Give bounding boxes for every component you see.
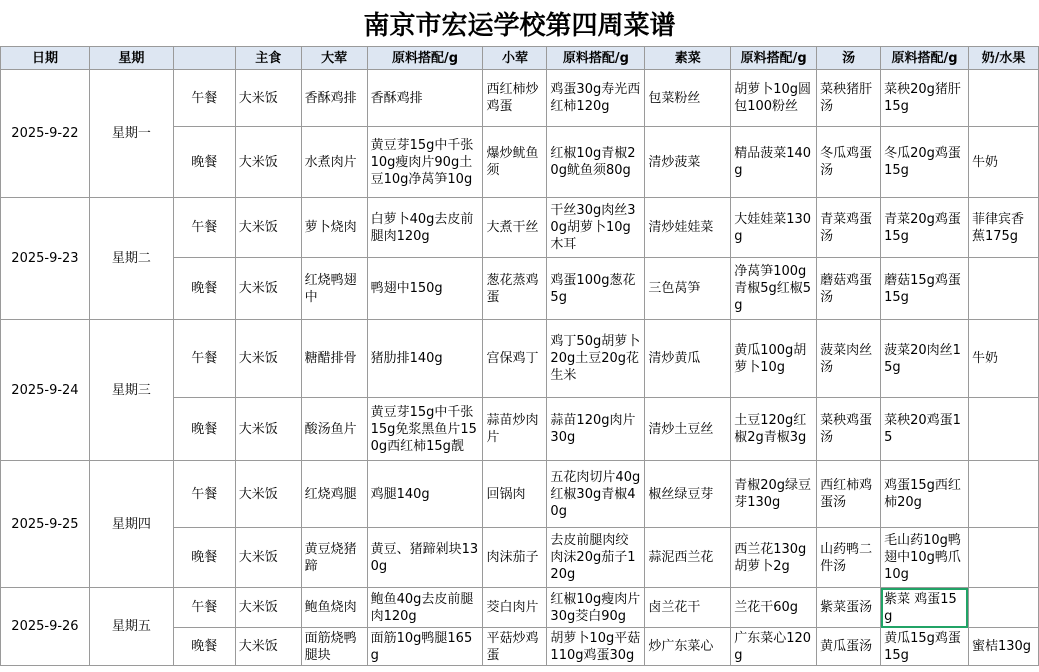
staple-cell[interactable]: 大米饭: [235, 127, 301, 198]
header-vegetable-ingredients[interactable]: 原料搭配/g: [731, 47, 817, 70]
header-milk-fruit[interactable]: 奶/水果: [968, 47, 1038, 70]
main-dish-cell[interactable]: 鲍鱼烧肉: [301, 588, 367, 628]
main-ingredients-cell[interactable]: 白萝卜40g去皮前腿肉120g: [367, 198, 483, 258]
main-ingredients-cell[interactable]: 黄豆、猪蹄剁块130g: [367, 528, 483, 588]
date-cell[interactable]: 2025-9-26: [1, 588, 90, 666]
vegetable-ingredients-cell[interactable]: 广东菜心120g: [731, 628, 817, 666]
small-dish-cell[interactable]: 大煮干丝: [483, 198, 547, 258]
header-main-dish[interactable]: 大荤: [301, 47, 367, 70]
meal-cell[interactable]: 晚餐: [173, 528, 235, 588]
vegetable-ingredients-cell[interactable]: 大娃娃菜130g: [731, 198, 817, 258]
milk-fruit-cell[interactable]: 牛奶: [968, 320, 1038, 398]
staple-cell[interactable]: 大米饭: [235, 258, 301, 320]
soup-cell[interactable]: 西红柿鸡蛋汤: [817, 461, 881, 528]
table-row: [1, 198, 1039, 258]
soup-ingredients-cell[interactable]: 青菜20g鸡蛋15g: [881, 198, 969, 258]
main-dish-cell[interactable]: 红烧鸭翅中: [301, 258, 367, 320]
small-ingredients-cell[interactable]: 鸡蛋100g葱花5g: [547, 258, 645, 320]
staple-cell[interactable]: 大米饭: [235, 528, 301, 588]
vegetable-cell[interactable]: 椒丝绿豆芽: [645, 461, 731, 528]
milk-fruit-cell[interactable]: [968, 528, 1038, 588]
small-dish-cell[interactable]: 茭白肉片: [483, 588, 547, 628]
vegetable-ingredients-cell[interactable]: 净莴笋100g青椒5g红椒5g: [731, 258, 817, 320]
weekday-cell[interactable]: 星期四: [89, 461, 173, 588]
vegetable-cell[interactable]: 蒜泥西兰花: [645, 528, 731, 588]
soup-ingredients-cell[interactable]: 毛山药10g鸭翅中10g鸭爪10g: [881, 528, 969, 588]
small-ingredients-cell[interactable]: 干丝30g肉丝30g胡萝卜10g木耳: [547, 198, 645, 258]
meal-cell[interactable]: 晚餐: [173, 127, 235, 198]
soup-ingredients-cell[interactable]: 菜秧20g猪肝15g: [881, 70, 969, 127]
header-meal[interactable]: [173, 47, 235, 70]
vegetable-cell[interactable]: 卤兰花干: [645, 588, 731, 628]
staple-cell[interactable]: 大米饭: [235, 320, 301, 398]
vegetable-ingredients-cell[interactable]: 兰花干60g: [731, 588, 817, 628]
soup-cell[interactable]: 山药鸭二件汤: [817, 528, 881, 588]
date-cell[interactable]: 2025-9-23: [1, 198, 90, 320]
small-ingredients-cell[interactable]: 蒜苗120g肉片30g: [547, 398, 645, 461]
small-ingredients-cell[interactable]: 去皮前腿肉绞肉沫20g茄子120g: [547, 528, 645, 588]
meal-cell[interactable]: 晚餐: [173, 258, 235, 320]
meal-cell[interactable]: 午餐: [173, 461, 235, 528]
soup-cell[interactable]: 菜秧鸡蛋汤: [817, 398, 881, 461]
main-ingredients-cell[interactable]: 鲍鱼40g去皮前腿肉120g: [367, 588, 483, 628]
soup-cell[interactable]: 青菜鸡蛋汤: [817, 198, 881, 258]
small-ingredients-cell[interactable]: 胡萝卜10g平菇110g鸡蛋30g: [547, 628, 645, 666]
small-dish-cell[interactable]: 平菇炒鸡蛋: [483, 628, 547, 666]
staple-cell[interactable]: 大米饭: [235, 198, 301, 258]
soup-ingredients-cell[interactable]: 蘑菇15g鸡蛋15g: [881, 258, 969, 320]
small-ingredients-cell[interactable]: 五花肉切片40g红椒30g青椒40g: [547, 461, 645, 528]
vegetable-cell[interactable]: 清炒娃娃菜: [645, 198, 731, 258]
menu-table: [0, 46, 1039, 666]
main-ingredients-cell[interactable]: 鸭翅中150g: [367, 258, 483, 320]
soup-ingredients-cell[interactable]: 菠菜20肉丝15g: [881, 320, 969, 398]
header-staple[interactable]: 主食: [235, 47, 301, 70]
soup-ingredients-cell[interactable]: 菜秧20鸡蛋15: [881, 398, 969, 461]
vegetable-cell[interactable]: 炒广东菜心: [645, 628, 731, 666]
date-cell[interactable]: 2025-9-22: [1, 70, 90, 198]
small-dish-cell[interactable]: 宫保鸡丁: [483, 320, 547, 398]
milk-fruit-cell[interactable]: [968, 461, 1038, 528]
header-soup[interactable]: 汤: [817, 47, 881, 70]
header-date[interactable]: 日期: [1, 47, 90, 70]
main-dish-cell[interactable]: 萝卜烧肉: [301, 198, 367, 258]
small-ingredients-cell[interactable]: 红椒10g瘦肉片30g茭白90g: [547, 588, 645, 628]
staple-cell[interactable]: 大米饭: [235, 461, 301, 528]
small-ingredients-cell[interactable]: 鸡丁50g胡萝卜20g土豆20g花生米: [547, 320, 645, 398]
weekday-cell[interactable]: 星期五: [89, 588, 173, 666]
soup-ingredients-cell[interactable]: 鸡蛋15g西红柿20g: [881, 461, 969, 528]
small-dish-cell[interactable]: 葱花蒸鸡蛋: [483, 258, 547, 320]
milk-fruit-cell[interactable]: [968, 258, 1038, 320]
staple-cell[interactable]: 大米饭: [235, 398, 301, 461]
soup-cell[interactable]: 冬瓜鸡蛋汤: [817, 127, 881, 198]
main-ingredients-cell[interactable]: 香酥鸡排: [367, 70, 483, 127]
header-weekday[interactable]: 星期: [89, 47, 173, 70]
small-dish-cell[interactable]: 蒜苗炒肉片: [483, 398, 547, 461]
date-cell[interactable]: 2025-9-25: [1, 461, 90, 588]
header-small-dish[interactable]: 小荤: [483, 47, 547, 70]
soup-ingredients-cell[interactable]: 黄瓜15g鸡蛋15g: [881, 628, 969, 666]
meal-cell[interactable]: 午餐: [173, 198, 235, 258]
milk-fruit-cell[interactable]: 菲律宾香蕉175g: [968, 198, 1038, 258]
vegetable-ingredients-cell[interactable]: 青椒20g绿豆芽130g: [731, 461, 817, 528]
vegetable-ingredients-cell[interactable]: 土豆120g红椒2g青椒3g: [731, 398, 817, 461]
meal-cell[interactable]: 晚餐: [173, 398, 235, 461]
soup-ingredients-cell[interactable]: 紫菜 鸡蛋15g: [881, 588, 969, 628]
vegetable-cell[interactable]: 清炒黄瓜: [645, 320, 731, 398]
soup-cell[interactable]: 菠菜肉丝汤: [817, 320, 881, 398]
milk-fruit-cell[interactable]: [968, 398, 1038, 461]
small-dish-cell[interactable]: 爆炒鱿鱼须: [483, 127, 547, 198]
milk-fruit-cell[interactable]: [968, 70, 1038, 127]
soup-cell[interactable]: 菜秧猪肝汤: [817, 70, 881, 127]
weekday-cell[interactable]: 星期二: [89, 198, 173, 320]
vegetable-cell[interactable]: 三色莴笋: [645, 258, 731, 320]
main-dish-cell[interactable]: 酸汤鱼片: [301, 398, 367, 461]
meal-cell[interactable]: 午餐: [173, 70, 235, 127]
main-ingredients-cell[interactable]: 黄豆芽15g中千张15g免浆黑鱼片150g西红柿15g靓: [367, 398, 483, 461]
main-dish-cell[interactable]: 面筋烧鸭腿块: [301, 628, 367, 666]
small-ingredients-cell[interactable]: 红椒10g青椒20g鱿鱼须80g: [547, 127, 645, 198]
main-dish-cell[interactable]: 黄豆烧猪蹄: [301, 528, 367, 588]
vegetable-ingredients-cell[interactable]: 胡萝卜10g圆包100粉丝: [731, 70, 817, 127]
header-small-ingredients[interactable]: 原料搭配/g: [547, 47, 645, 70]
header-row: [1, 47, 1039, 70]
staple-cell[interactable]: 大米饭: [235, 588, 301, 628]
vegetable-ingredients-cell[interactable]: 西兰花130g胡萝卜2g: [731, 528, 817, 588]
main-dish-cell[interactable]: 香酥鸡排: [301, 70, 367, 127]
milk-fruit-cell[interactable]: 蜜桔130g: [968, 628, 1038, 666]
main-ingredients-cell[interactable]: 黄豆芽15g中千张10g瘦肉片90g土豆10g净莴笋10g: [367, 127, 483, 198]
main-dish-cell[interactable]: 红烧鸡腿: [301, 461, 367, 528]
table-row: [1, 320, 1039, 398]
small-dish-cell[interactable]: 西红柿炒鸡蛋: [483, 70, 547, 127]
small-dish-cell[interactable]: 肉沫茄子: [483, 528, 547, 588]
soup-cell[interactable]: 蘑菇鸡蛋汤: [817, 258, 881, 320]
weekday-cell[interactable]: 星期三: [89, 320, 173, 461]
milk-fruit-cell[interactable]: 牛奶: [968, 127, 1038, 198]
milk-fruit-cell[interactable]: [968, 588, 1038, 628]
table-row: [1, 70, 1039, 127]
meal-cell[interactable]: 午餐: [173, 588, 235, 628]
page-title: 南京市宏运学校第四周菜谱: [363, 10, 676, 41]
staple-cell[interactable]: 大米饭: [235, 628, 301, 666]
vegetable-cell[interactable]: 清炒菠菜: [645, 127, 731, 198]
soup-cell[interactable]: 黄瓜蛋汤: [817, 628, 881, 666]
main-ingredients-cell[interactable]: 猪肋排140g: [367, 320, 483, 398]
vegetable-ingredients-cell[interactable]: 精品菠菜140g: [731, 127, 817, 198]
header-main-ingredients[interactable]: 原料搭配/g: [367, 47, 483, 70]
soup-ingredients-cell[interactable]: 冬瓜20g鸡蛋15g: [881, 127, 969, 198]
main-dish-cell[interactable]: 水煮肉片: [301, 127, 367, 198]
meal-cell[interactable]: 午餐: [173, 320, 235, 398]
vegetable-cell[interactable]: 包菜粉丝: [645, 70, 731, 127]
table-row: [1, 588, 1039, 628]
vegetable-ingredients-cell[interactable]: 黄瓜100g胡萝卜10g: [731, 320, 817, 398]
main-ingredients-cell[interactable]: 鸡腿140g: [367, 461, 483, 528]
main-ingredients-cell[interactable]: 面筋10g鸭腿165g: [367, 628, 483, 666]
staple-cell[interactable]: 大米饭: [235, 70, 301, 127]
table-row: [1, 461, 1039, 528]
small-ingredients-cell[interactable]: 鸡蛋30g寿光西红柿120g: [547, 70, 645, 127]
meal-cell[interactable]: 晚餐: [173, 628, 235, 666]
soup-cell[interactable]: 紫菜蛋汤: [817, 588, 881, 628]
small-dish-cell[interactable]: 回锅肉: [483, 461, 547, 528]
weekday-cell[interactable]: 星期一: [89, 70, 173, 198]
header-soup-ingredients[interactable]: 原料搭配/g: [881, 47, 969, 70]
main-dish-cell[interactable]: 糖醋排骨: [301, 320, 367, 398]
vegetable-cell[interactable]: 清炒土豆丝: [645, 398, 731, 461]
header-vegetable[interactable]: 素菜: [645, 47, 731, 70]
date-cell[interactable]: 2025-9-24: [1, 320, 90, 461]
